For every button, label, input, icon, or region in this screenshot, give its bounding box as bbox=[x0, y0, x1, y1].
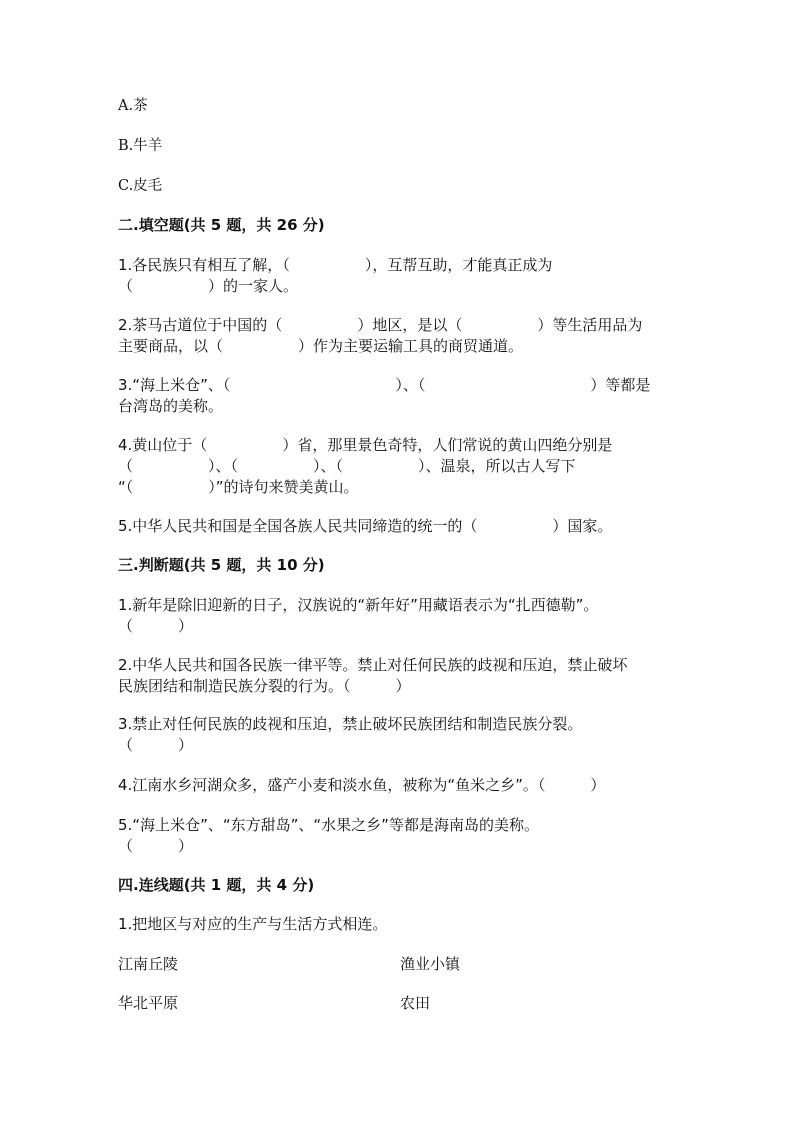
s4-q1: 1.把地区与对应的生产与生活方式相连。 bbox=[118, 915, 388, 933]
section3-heading: 三.判断题(共 5 题，共 10 分) bbox=[118, 556, 325, 574]
match-right-item: 渔业小镇 bbox=[400, 955, 461, 973]
option-c: C.皮毛 bbox=[118, 178, 163, 194]
option-a: A.茶 bbox=[118, 98, 148, 114]
s3-q5-line2: （ ） bbox=[118, 837, 194, 855]
s2-q3-line2: 台湾岛的美称。 bbox=[118, 397, 224, 415]
s2-q4-line2: （ ）、（ ）、（ ）、温泉，所以古人写下 bbox=[118, 457, 576, 475]
s2-q1-line2: （ ）的一家人。 bbox=[118, 277, 299, 295]
s2-q4-line3: “（ ）”的诗句来赞美黄山。 bbox=[118, 478, 359, 496]
s3-q1-line1: 1.新年是除旧迎新的日子，汉族说的“新年好”用藏语表示为“扎西德勒”。 bbox=[118, 596, 599, 614]
s3-q2-line1: 2.中华人民共和国各民族一律平等。禁止对任何民族的歧视和压迫，禁止破坏 bbox=[118, 656, 628, 674]
s3-q1-line2: （ ） bbox=[118, 617, 194, 635]
s3-q3-line1: 3.禁止对任何民族的歧视和压迫，禁止破坏民族团结和制造民族分裂。 bbox=[118, 715, 583, 733]
match-left-item: 华北平原 bbox=[118, 994, 179, 1012]
s3-q2-line2: 民族团结和制造民族分裂的行为。（ ） bbox=[118, 677, 411, 695]
s3-q3-line2: （ ） bbox=[118, 736, 194, 754]
s3-q4-line1: 4.江南水乡河湖众多，盛产小麦和淡水鱼，被称为“鱼米之乡”。（ ） bbox=[118, 776, 606, 794]
s3-q5-line1: 5.“海上米仓”、“东方甜岛”、“水果之乡”等都是海南岛的美称。 bbox=[118, 816, 539, 834]
s2-q1-line1: 1.各民族只有相互了解，（ ），互帮互助，才能真正成为 bbox=[118, 256, 553, 274]
match-left-item: 江南丘陵 bbox=[118, 955, 179, 973]
option-b: B.牛羊 bbox=[118, 138, 163, 154]
s2-q4-line1: 4.黄山位于（ ）省，那里景色奇特，人们常说的黄山四绝分别是 bbox=[118, 436, 613, 454]
section4-heading: 四.连线题(共 1 题，共 4 分) bbox=[118, 876, 315, 894]
match-right-item: 农田 bbox=[400, 994, 431, 1012]
s2-q2-line2: 主要商品，以（ ）作为主要运输工具的商贸通道。 bbox=[118, 337, 524, 355]
section2-heading: 二.填空题(共 5 题，共 26 分) bbox=[118, 216, 325, 234]
s2-q5-line1: 5.中华人民共和国是全国各族人民共同缔造的统一的（ ）国家。 bbox=[118, 517, 613, 535]
s2-q2-line1: 2.茶马古道位于中国的（ ）地区，是以（ ）等生活用品为 bbox=[118, 316, 643, 334]
s2-q3-line1: 3.“海上米仓”、（ ）、（ ）等都是 bbox=[118, 376, 651, 394]
